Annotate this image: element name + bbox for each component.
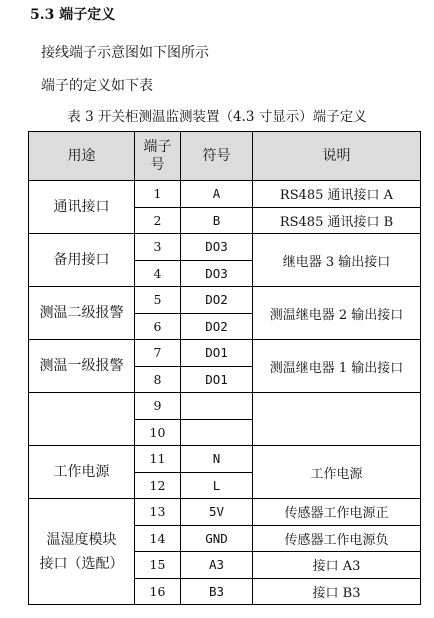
terminal-number-cell: 8 (135, 366, 181, 393)
description-cell: RS485 通讯接口 B (253, 207, 421, 234)
description-cell: 测温继电器 2 输出接口 (253, 287, 421, 340)
symbol-cell: A3 (181, 552, 253, 579)
paragraph-table-ref: 端子的定义如下表 (41, 78, 153, 94)
usage-cell: 工作电源 (29, 446, 135, 499)
table-row (29, 234, 421, 261)
terminal-number-cell: 6 (135, 313, 181, 340)
table-row (29, 446, 421, 473)
header-symbol: 符号 (181, 132, 253, 181)
header-usage: 用途 (29, 132, 135, 181)
symbol-cell: DO3 (181, 234, 253, 261)
table-caption: 表 3 开关柜测温监测装置（4.3 寸显示）端子定义 (67, 109, 367, 125)
header-description: 说明 (253, 132, 421, 181)
terminal-number-cell: 15 (135, 552, 181, 579)
table-row (29, 181, 421, 208)
symbol-cell: GND (181, 525, 253, 552)
terminal-number-cell: 10 (135, 419, 181, 446)
symbol-cell: N (181, 446, 253, 473)
description-cell: 继电器 3 输出接口 (253, 234, 421, 287)
description-cell: 接口 A3 (253, 552, 421, 579)
symbol-cell (181, 419, 253, 446)
symbol-cell: L (181, 472, 253, 499)
terminal-number-cell: 4 (135, 260, 181, 287)
paragraph-diagram-ref: 接线端子示意图如下图所示 (41, 45, 209, 61)
symbol-cell: DO2 (181, 313, 253, 340)
terminal-definition-table (28, 131, 421, 605)
terminal-number-cell: 11 (135, 446, 181, 473)
header-terminal-number (135, 132, 181, 181)
symbol-cell (181, 393, 253, 420)
symbol-cell: DO1 (181, 340, 253, 367)
description-cell: 传感器工作电源正 (253, 499, 421, 526)
terminal-number-cell: 12 (135, 472, 181, 499)
description-cell: 工作电源 (253, 446, 421, 499)
symbol-cell: B3 (181, 578, 253, 605)
table-row (29, 287, 421, 314)
terminal-number-cell: 2 (135, 207, 181, 234)
usage-cell: 测温二级报警 (29, 287, 135, 340)
description-cell: 测温继电器 1 输出接口 (253, 340, 421, 393)
terminal-number-cell: 13 (135, 499, 181, 526)
header-terminal-line1: 端子 (143, 139, 172, 155)
symbol-cell: DO2 (181, 287, 253, 314)
table-row (29, 340, 421, 367)
table-row (29, 499, 421, 526)
terminal-number-cell: 7 (135, 340, 181, 367)
terminal-number-cell: 9 (135, 393, 181, 420)
terminal-number-cell: 5 (135, 287, 181, 314)
terminal-number-cell: 14 (135, 525, 181, 552)
usage-cell: 测温一级报警 (29, 340, 135, 393)
usage-cell: 通讯接口 (29, 181, 135, 234)
symbol-cell: B (181, 207, 253, 234)
symbol-cell: 5V (181, 499, 253, 526)
usage-cell: 备用接口 (29, 234, 135, 287)
usage-cell (29, 393, 135, 446)
symbol-cell: DO3 (181, 260, 253, 287)
usage-line2: 接口（选配） (39, 555, 124, 572)
table-row (29, 393, 421, 420)
header-terminal-line2: 号 (150, 157, 165, 173)
description-cell: RS485 通讯接口 A (253, 181, 421, 208)
terminal-number-cell: 3 (135, 234, 181, 261)
terminal-number-cell: 1 (135, 181, 181, 208)
usage-cell (29, 499, 135, 605)
description-cell: 接口 B3 (253, 578, 421, 605)
table-header-row (29, 132, 421, 181)
section-heading: 5.3 端子定义 (30, 7, 116, 23)
usage-line1: 温湿度模块 (46, 531, 117, 548)
description-cell (253, 393, 421, 446)
symbol-cell: DO1 (181, 366, 253, 393)
terminal-number-cell: 16 (135, 578, 181, 605)
symbol-cell: A (181, 181, 253, 208)
description-cell: 传感器工作电源负 (253, 525, 421, 552)
